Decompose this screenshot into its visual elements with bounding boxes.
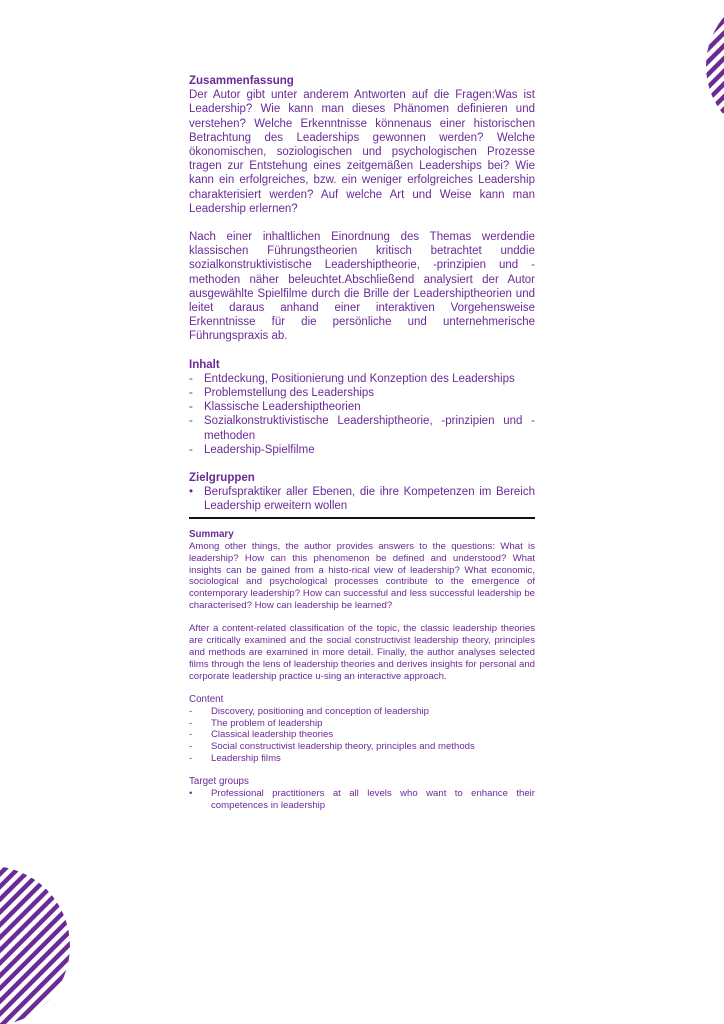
target-heading-en: Target groups bbox=[189, 776, 249, 788]
content-list-de bbox=[189, 372, 535, 457]
summary-paragraph-en-2: After a content-related classification of the topic, the classic leadership theories are critically examined and the social constructivist leadership theory, principles and methods are examined in more detail. Finally, the author analyses selected films through the lens of leadership theories and derives insights for personal and corporate leadership practice u-sing an interactive approach. bbox=[189, 623, 535, 682]
target-list-de bbox=[189, 485, 535, 513]
list-item: - Social constructivist leadership theory, principles and methods bbox=[189, 741, 475, 753]
summary-paragraph-de-2: Nach einer inhaltlichen Einordnung des Themas werdendie klassischen Führungstheorien kritisch betrachtet unddie sozialkonstruktivistische Leadershiptheorie, -prinzipien und -methoden näher beleuchtet.Abschließend analysiert der Autor ausgewählte Spielfilme durch die Brille der Leadershiptheorien und leitet daraus anhand einer interaktiven Vorgehensweise Erkenntnisse für die persönliche und unternehmerische Führungspraxis ab. bbox=[189, 231, 535, 343]
target-heading-de: Zielgruppen bbox=[189, 472, 255, 485]
list-item: - Problemstellung des Leaderships bbox=[189, 387, 375, 400]
page-content bbox=[189, 74, 535, 812]
section-divider bbox=[189, 517, 535, 519]
summary-heading-de: Zusammenfassung bbox=[189, 75, 294, 87]
list-item: • Professional practitioners at all levels who want to enhance their competences in leadership bbox=[189, 788, 535, 812]
german-section bbox=[189, 74, 535, 514]
target-list-en bbox=[189, 788, 535, 812]
summary-paragraph-de-1: Der Autor gibt unter anderem Antworten auf die Fragen:Was ist Leadership? Wie kann man dieses Phänomen definieren und verstehen? Welche Erkenntnisse könnenaus einer historischen Betrachtung des Leaderships gewonnen werden? Welche ökonomischen, soziologischen und psychologischen Prozesse tragen zur Entstehung eines zeitgemäßen Leaderships bei? Wie kann ein erfolgreiches, bzw. ein weniger erfolgreiches Leadership charakterisiert werden? Auf welche Art und Weise kann man Leadership erlernen? bbox=[189, 89, 535, 215]
list-item: - Sozialkonstruktivistische Leadershiptheorie, -prinzipien und -methoden bbox=[189, 415, 535, 442]
content-heading-de: Inhalt bbox=[189, 358, 220, 371]
list-item: - Leadership-Spielfilme bbox=[189, 443, 315, 456]
list-item: - Discovery, positioning and conception of leadership bbox=[189, 705, 429, 717]
list-item: - Entdeckung, Positionierung und Konzeption des Leaderships bbox=[189, 372, 515, 385]
list-item: - Klassische Leadershiptheorien bbox=[189, 401, 361, 414]
summary-heading-en: Summary bbox=[189, 528, 234, 540]
striped-circle-decoration-top bbox=[652, 0, 724, 132]
striped-circle-decoration-bottom bbox=[0, 858, 72, 1024]
list-item: - The problem of leadership bbox=[189, 717, 323, 729]
list-item: - Classical leadership theories bbox=[189, 729, 334, 741]
summary-paragraph-en-1: Among other things, the author provides answers to the questions: What is leadership? How can this phenomenon be defined and understood? What insights can be gained from a histo-rical view of leadership? What economic, sociological and psychological processes contribute to the emergence of contemporary leadership? How can successful and less successful leadership be characterised? How can leadership be learned? bbox=[189, 540, 535, 612]
content-list-en bbox=[189, 706, 535, 766]
list-item: • Berufspraktiker aller Ebenen, die ihre Kompetenzen im Bereich Leadership erweitern wollen bbox=[189, 486, 535, 513]
list-item: - Leadership films bbox=[189, 753, 281, 765]
english-section bbox=[189, 529, 535, 812]
content-heading-en: Content bbox=[189, 693, 224, 705]
